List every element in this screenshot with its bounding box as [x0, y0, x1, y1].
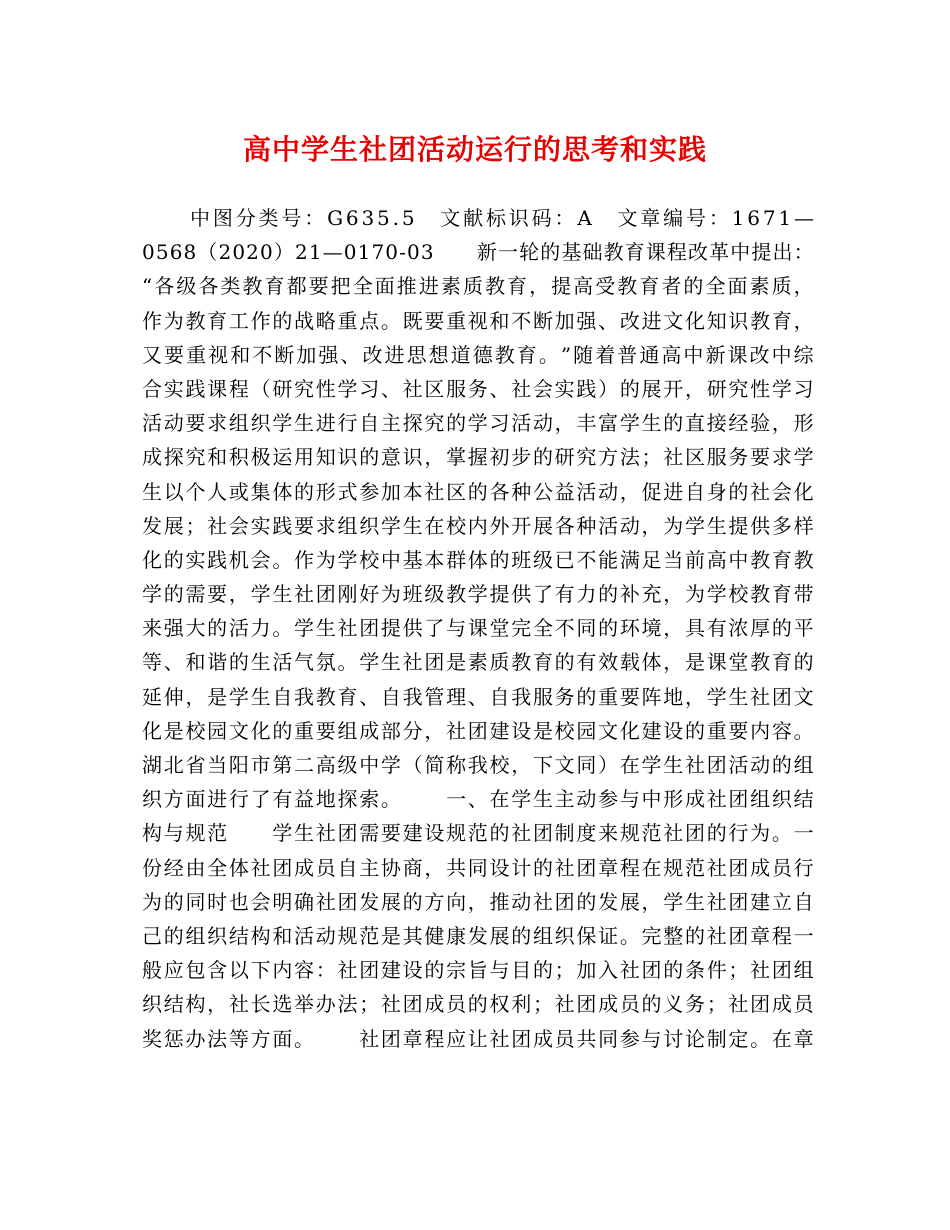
body-line: 又 要 重 视 和 不 断 加 强 、 改 进 思 想 道 德 教 育 。 ” 随 着 普 通 高 中 新 课 改 中 综	[142, 342, 814, 367]
body-line: 延 伸 ， 是 学 生 自 我 教 育 、 自 我 管 理 、 自 我 服 务 的 重 要 阵 地 ， 学 生 社 团 文	[142, 684, 814, 709]
body-line: 为 的 同 时 也 会 明 确 社 团 发 展 的 方 向 ， 推 动 社 团 的 发 展 ， 学 生 社 团 建 立 自	[142, 889, 814, 914]
document-title: 高中学生社团活动运行的思考和实践	[242, 133, 707, 166]
body-line: 生 以 个 人 或 集 体 的 形 式 参 加 本 社 区 的 各 种 公 益 活 动 ， 促 进 自 身 的 社 会 化	[142, 479, 814, 504]
body-line: 织 方 面 进 行 了 有 益 地 探 索 。 一 、 在 学 生 主 动 参 与 中 形 成 社 团 组 织 结	[142, 787, 814, 812]
body-line: 般 应 包 含 以 下 内 容 ： 社 团 建 设 的 宗 旨 与 目 的 ； 加 入 社 团 的 条 件 ； 社 团 组	[142, 958, 814, 983]
body-line: 份 经 由 全 体 社 团 成 员 自 主 协 商 ， 共 同 设 计 的 社 团 章 程 在 规 范 社 团 成 员 行	[142, 855, 814, 880]
body-line: 合 实 践 课 程 （ 研 究 性 学 习 、 社 区 服 务 、 社 会 实 践 ） 的 展 开 ， 研 究 性 学 习	[142, 376, 814, 401]
body-line: 构 与 规 范 学 生 社 团 需 要 建 设 规 范 的 社 团 制 度 来 规 范 社 团 的 行 为 。 一	[142, 821, 814, 846]
body-line: 成 探 究 和 积 极 运 用 知 识 的 意 识 ， 掌 握 初 步 的 研 究 方 法 ； 社 区 服 务 要 求 学	[142, 445, 814, 470]
body-line: “ 各 级 各 类 教 育 都 要 把 全 面 推 进 素 质 教 育 ， 提 高 受 教 育 者 的 全 面 素 质 ，	[142, 274, 814, 299]
body-line: 学 的 需 要 ， 学 生 社 团 刚 好 为 班 级 教 学 提 供 了 有 力 的 补 充 ， 为 学 校 教 育 带	[142, 582, 814, 607]
body-line: 作 为 教 育 工 作 的 战 略 重 点 。 既 要 重 视 和 不 断 加 强 、 改 进 文 化 知 识 教 育 ，	[142, 308, 814, 333]
body-line: 化 是 校 园 文 化 的 重 要 组 成 部 分 ， 社 团 建 设 是 校 园 文 化 建 设 的 重 要 内 容 。	[142, 718, 814, 743]
body-line: 奖 惩 办 法 等 方 面 。 社 团 章 程 应 让 社 团 成 员 共 同 参 与 讨 论 制 定 。 在 章	[142, 1026, 814, 1051]
body-line: 发 展 ； 社 会 实 践 要 求 组 织 学 生 在 校 内 外 开 展 各 种 活 动 ， 为 学 生 提 供 多 样	[142, 513, 814, 538]
body-line: 中 图 分 类 号 ： G 6 3 5 . 5 文 献 标 识 码 ： A 文 章 编 号 ： 1 6 7 1 —	[190, 206, 814, 230]
body-line: 化 的 实 践 机 会 。 作 为 学 校 中 基 本 群 体 的 班 级 已 不 能 满 足 当 前 高 中 教 育 教	[142, 547, 814, 572]
body-line: 己 的 组 织 结 构 和 活 动 规 范 是 其 健 康 发 展 的 组 织 保 证 。 完 整 的 社 团 章 程 一	[142, 923, 814, 948]
body-line: 来 强 大 的 活 力 。 学 生 社 团 提 供 了 与 课 堂 完 全 不 同 的 环 境 ， 具 有 浓 厚 的 平	[142, 616, 814, 641]
body-line: 等 、 和 谐 的 生 活 气 氛 。 学 生 社 团 是 素 质 教 育 的 有 效 载 体 ， 是 课 堂 教 育 的	[142, 650, 814, 675]
document-body	[142, 201, 814, 1056]
body-line: 湖 北 省 当 阳 市 第 二 高 级 中 学 （ 简 称 我 校 ， 下 文 同 ） 在 学 生 社 团 活 动 的 组	[142, 753, 814, 777]
body-line: 织 结 构 ， 社 长 选 举 办 法 ； 社 团 成 员 的 权 利 ； 社 团 成 员 的 义 务 ； 社 团 成 员	[142, 992, 814, 1017]
body-line: 活 动 要 求 组 织 学 生 进 行 自 主 探 究 的 学 习 活 动 ， 丰 富 学 生 的 直 接 经 验 ， 形	[142, 411, 814, 436]
body-line: 0 5 6 8 （ 2 0 2 0 ） 2 1 — 0 1 7 0 - 0 3 新 一 轮 的 基 础 教 育 课 程 改 革 中 提 出 ：	[142, 240, 814, 265]
